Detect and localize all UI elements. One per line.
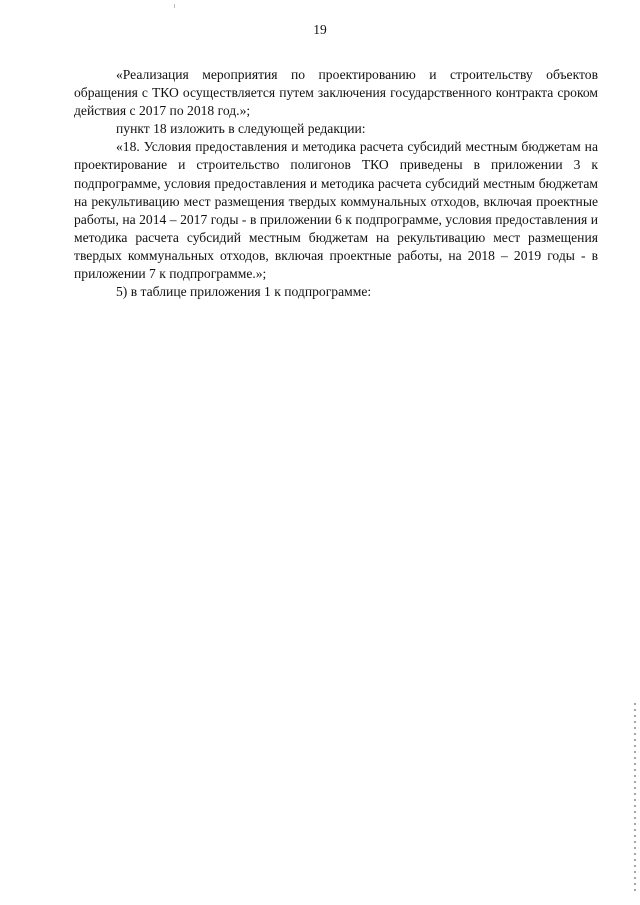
paragraph-amend-item-18: пункт 18 изложить в следующей редакции: <box>116 121 366 137</box>
scan-artifact <box>174 4 175 8</box>
paragraph-appendix-1-table: 5) в таблице приложения 1 к подпрограмме: <box>116 284 372 300</box>
paragraph-contract-term: «Реализация мероприятия по проектированию и строительству объектов обращения с ТКО осуществляется путем заключения государственного контракта сроком действия с 2017 по 2018 год.»; <box>74 67 598 119</box>
page-number: 19 <box>313 22 327 37</box>
document-body <box>74 66 598 301</box>
paragraph-item-18-text: «18. Условия предоставления и методика расчета субсидий местным бюджетам на проектирование и строительство полигонов ТКО приведены в приложении 3 к подпрограмме, условия предоставления и методика расчета субсидий местным бюджетам на рекультивацию мест размещения твердых коммунальных отходов, включая проектные работы, на 2014 – 2017 годы - в приложении 6 к подпрограмме, условия предоставления и методика расчета субсидий местным бюджетам на рекультивацию мест размещения твердых коммунальных отходов, включая проектные работы, на 2018 – 2019 годы - в приложении 7 к подпрограмме.»; <box>74 139 598 282</box>
scan-edge-artifact <box>634 703 636 891</box>
